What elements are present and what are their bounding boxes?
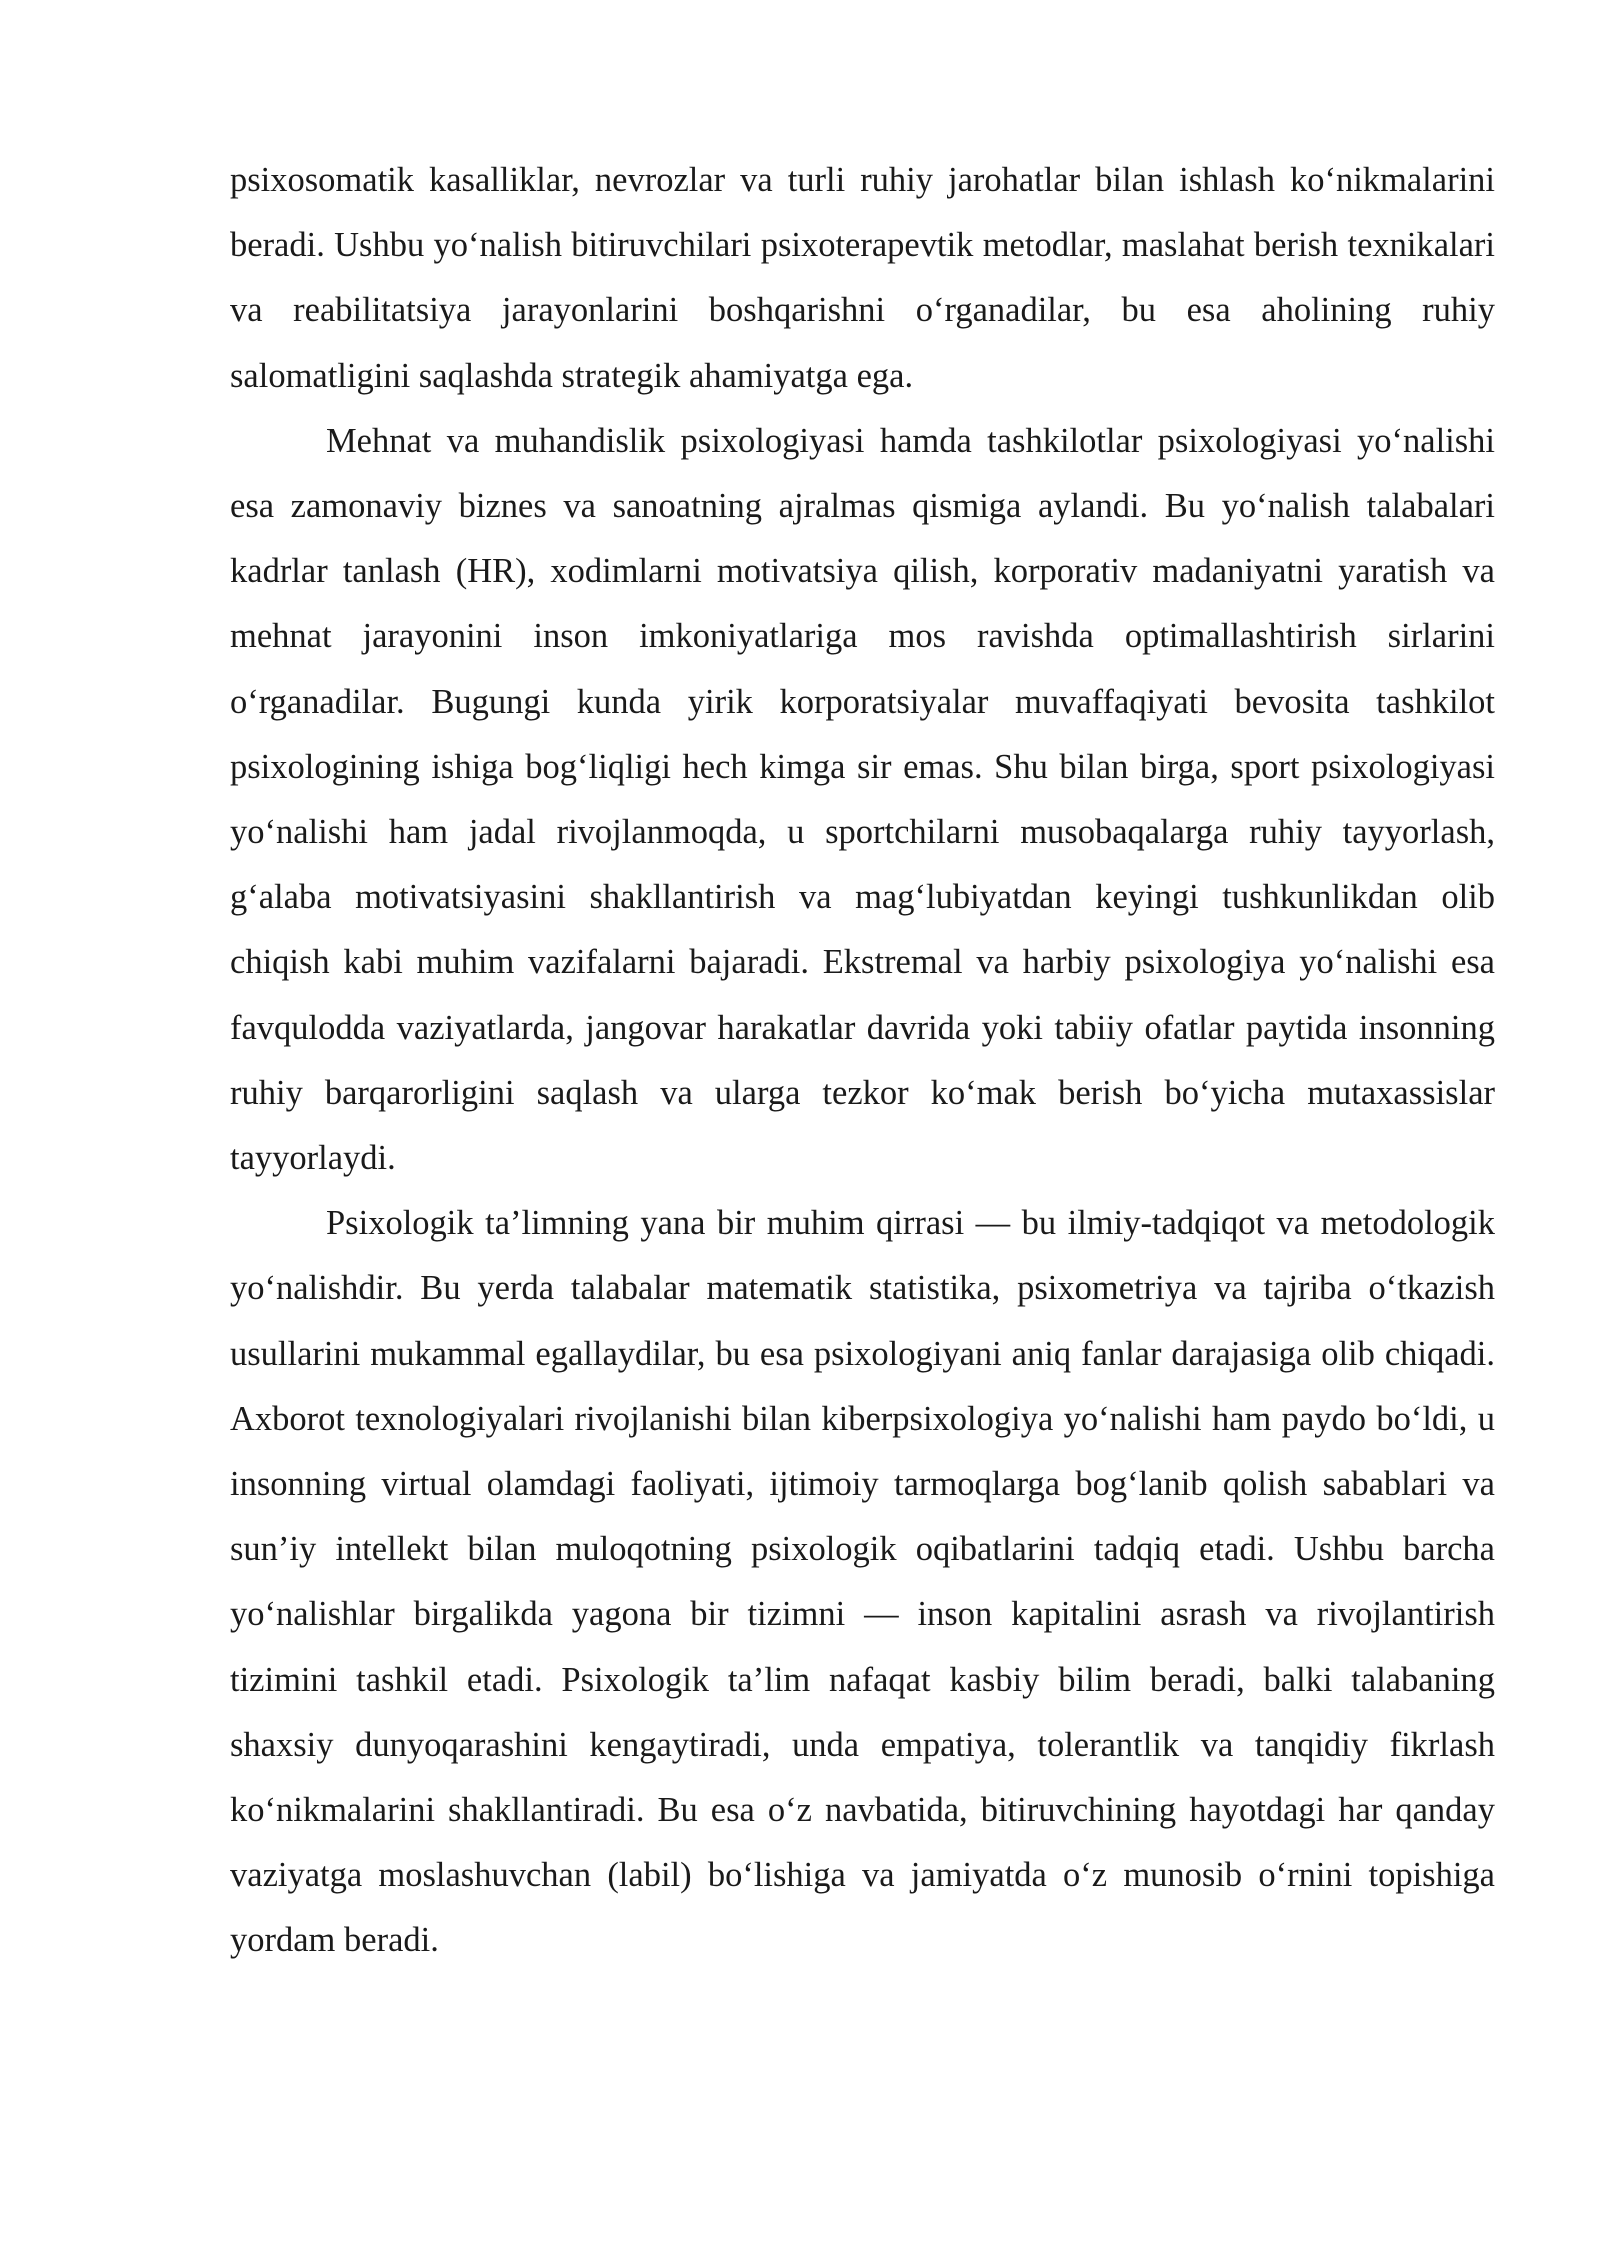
paragraph: psixosomatik kasalliklar, nevrozlar va turli ruhiy jarohatlar bilan ishlash ko‘nikmalarini beradi. Ushbu yo‘nalish bitiruvchilari psixoterapevtik metodlar, maslahat berish texnikalari va reabilitatsiya jarayonlarini boshqarishni o‘rganadilar, bu esa aholining ruhiy salomatligini saqlashda strategik ahamiyatga ega. bbox=[230, 161, 1495, 395]
paragraph: Mehnat va muhandislik psixologiyasi hamda tashkilotlar psixologiyasi yo‘nalishi esa zamonaviy biznes va sanoatning ajralmas qismiga aylandi. Bu yo‘nalish talabalari kadrlar tanlash (HR), xodimlarni motivatsiya qilish, korporativ madaniyatni yaratish va mehnat jarayonini inson imkoniyatlariga mos ravishda optimallashtirish sirlarini o‘rganadilar. Bugungi kunda yirik korporatsiyalar muvaffaqiyati bevosita tashkilot psixologining ishiga bog‘liqligi hech kimga sir emas. Shu bilan birga, sport psixologiyasi yo‘nalishi ham jadal rivojlanmoqda, u sportchilarni musobaqalarga ruhiy tayyorlash, g‘alaba motivatsiyasini shakllantirish va mag‘lubiyatdan keyingi tushkunlikdan olib chiqish kabi muhim vazifalarni bajaradi. Ekstremal va harbiy psixologiya yo‘nalishi esa favqulodda vaziyatlarda, jangovar harakatlar davrida yoki tabiiy ofatlar paytida insonning ruhiy barqarorligini saqlash va ularga tezkor ko‘mak berish bo‘yicha mutaxassislar tayyorlaydi. bbox=[230, 421, 1495, 1178]
paragraph: Psixologik ta’limning yana bir muhim qirrasi — bu ilmiy-tadqiqot va metodologik yo‘nalishdir. Bu yerda talabalar matematik statistika, psixometriya va tajriba o‘tkazish usullarini mukammal egallaydilar, bu esa psixologiyani aniq fanlar darajasiga olib chiqadi. Axborot texnologiyalari rivojlanishi bilan kiberpsixologiya yo‘nalishi ham paydo bo‘ldi, u insonning virtual olamdagi faoliyati, ijtimoiy tarmoqlarga bog‘lanib qolish sabablari va sun’iy intellekt bilan muloqotning psixologik oqibatlarini tadqiq etadi. Ushbu barcha yo‘nalishlar birgalikda yagona bir tizimni — inson kapitalini asrash va rivojlantirish tizimini tashkil etadi. Psixologik ta’lim nafaqat kasbiy bilim beradi, balki talabaning shaxsiy dunyoqarashini kengaytiradi, unda empatiya, tolerantlik va tanqidiy fikrlash ko‘nikmalarini shakllantiradi. Bu esa o‘z navbatida, bitiruvchining hayotdagi har qanday vaziyatga moslashuvchan (labil) bo‘lishiga va jamiyatda o‘z munosib o‘rnini topishiga yordam beradi. bbox=[230, 1204, 1495, 1960]
document-body bbox=[230, 148, 1495, 1974]
